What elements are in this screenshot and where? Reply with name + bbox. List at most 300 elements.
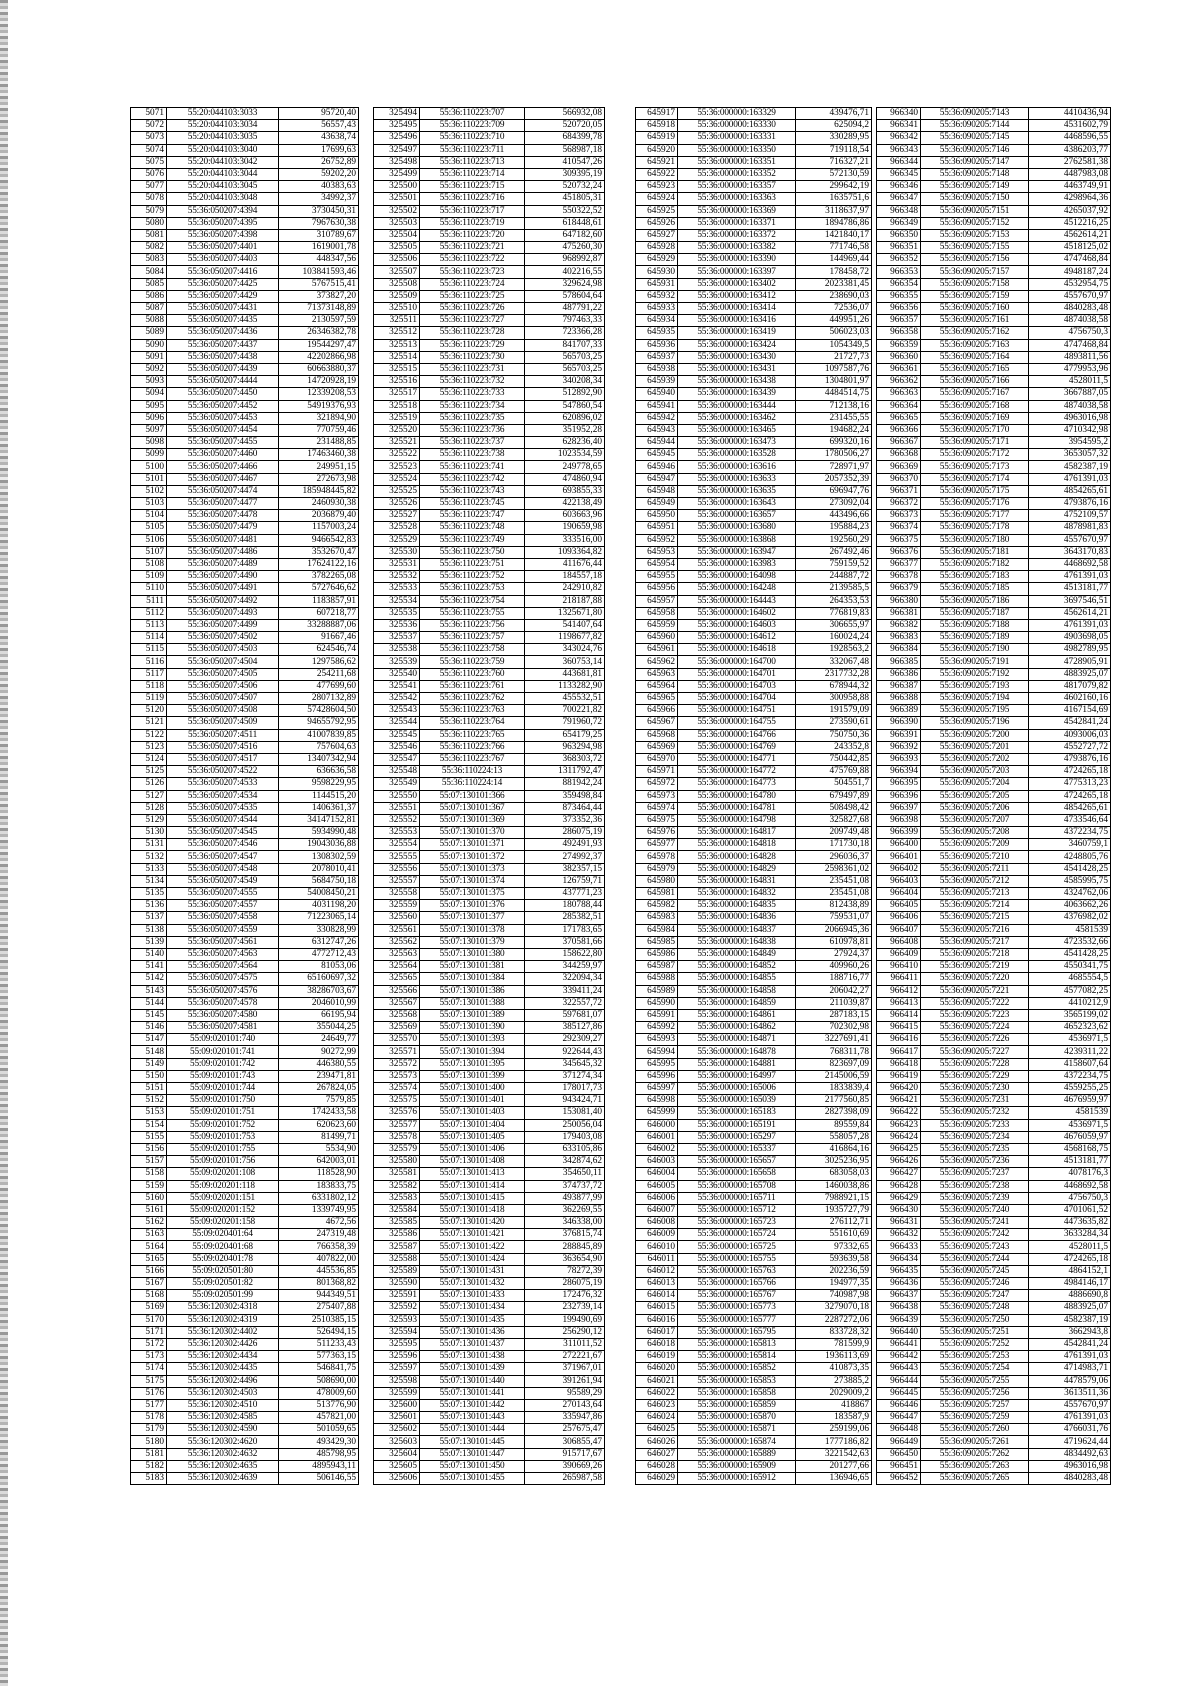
row-number: 966439 bbox=[877, 1314, 921, 1326]
row-number: 5096 bbox=[131, 412, 167, 424]
row-number: 325565 bbox=[374, 973, 420, 985]
value-cell: 180788,44 bbox=[525, 900, 605, 912]
row-number: 325596 bbox=[374, 1351, 420, 1363]
value-cell: 322557,72 bbox=[525, 997, 605, 1009]
row-number: 5103 bbox=[131, 498, 167, 510]
cadastral-number: 55:36:000000:164862 bbox=[678, 1022, 796, 1034]
row-number: 325531 bbox=[374, 558, 420, 570]
cadastral-number: 55:07:130101:377 bbox=[420, 912, 525, 924]
row-number: 646000 bbox=[636, 1119, 678, 1131]
value-cell: 679497,89 bbox=[796, 790, 872, 802]
table-row bbox=[636, 1375, 872, 1387]
cadastral-number: 55:36:090205:7152 bbox=[921, 217, 1029, 229]
table-row bbox=[374, 1448, 605, 1460]
row-number: 325569 bbox=[374, 1022, 420, 1034]
row-number: 966420 bbox=[877, 1083, 921, 1095]
value-cell: 4582387,19 bbox=[1029, 461, 1111, 473]
table-row bbox=[374, 437, 605, 449]
table-row bbox=[131, 680, 359, 692]
row-number: 325573 bbox=[374, 1070, 420, 1082]
row-number: 645999 bbox=[636, 1107, 678, 1119]
row-number: 645938 bbox=[636, 363, 678, 375]
cadastral-number: 55:07:130101:390 bbox=[420, 1022, 525, 1034]
cadastral-number: 55:09:020101:755 bbox=[167, 1143, 279, 1155]
table-row bbox=[877, 705, 1111, 717]
value-cell: 766358,39 bbox=[279, 1241, 359, 1253]
row-number: 5089 bbox=[131, 327, 167, 339]
cadastral-number: 55:36:000000:163680 bbox=[678, 522, 796, 534]
value-cell: 19544297,47 bbox=[279, 339, 359, 351]
value-cell: 1311792,47 bbox=[525, 766, 605, 778]
table-row bbox=[374, 729, 605, 741]
cadastral-number: 55:36:050207:4493 bbox=[167, 607, 279, 619]
cadastral-number: 55:36:120302:4319 bbox=[167, 1314, 279, 1326]
table-row bbox=[131, 875, 359, 887]
table-row bbox=[877, 827, 1111, 839]
value-cell: 620623,60 bbox=[279, 1119, 359, 1131]
row-number: 646002 bbox=[636, 1143, 678, 1155]
row-number: 5156 bbox=[131, 1143, 167, 1155]
cadastral-number: 55:36:090205:7213 bbox=[921, 888, 1029, 900]
cadastral-number: 55:36:090205:7192 bbox=[921, 668, 1029, 680]
cadastral-number: 55:36:090205:7169 bbox=[921, 412, 1029, 424]
cadastral-number: 55:36:050207:4522 bbox=[167, 766, 279, 778]
table-row bbox=[636, 656, 872, 668]
row-number: 645917 bbox=[636, 108, 678, 120]
value-cell: 81053,06 bbox=[279, 961, 359, 973]
value-cell: 3667887,05 bbox=[1029, 388, 1111, 400]
value-cell: 256290,12 bbox=[525, 1326, 605, 1338]
row-number: 5181 bbox=[131, 1448, 167, 1460]
table-row bbox=[636, 156, 872, 168]
table-row bbox=[636, 132, 872, 144]
table-row bbox=[636, 1278, 872, 1290]
value-cell: 759159,52 bbox=[796, 558, 872, 570]
value-cell: 4878981,83 bbox=[1029, 522, 1111, 534]
value-cell: 325827,68 bbox=[796, 814, 872, 826]
row-number: 5079 bbox=[131, 205, 167, 217]
value-cell: 9466542,83 bbox=[279, 534, 359, 546]
cadastral-number: 55:36:050207:4489 bbox=[167, 558, 279, 570]
row-number: 645927 bbox=[636, 229, 678, 241]
cadastral-number: 55:36:110223:728 bbox=[420, 327, 525, 339]
cadastral-number: 55:07:130101:436 bbox=[420, 1326, 525, 1338]
table-row bbox=[877, 997, 1111, 1009]
cadastral-number: 55:36:000000:164603 bbox=[678, 619, 796, 631]
row-number: 966433 bbox=[877, 1241, 921, 1253]
row-number: 325504 bbox=[374, 229, 420, 241]
value-cell: 4701061,52 bbox=[1029, 1204, 1111, 1216]
cadastral-number: 55:36:090205:7265 bbox=[921, 1473, 1029, 1485]
row-number: 325549 bbox=[374, 778, 420, 790]
cadastral-number: 55:36:050207:4435 bbox=[167, 315, 279, 327]
row-number: 645941 bbox=[636, 400, 678, 412]
value-cell: 603663,96 bbox=[525, 510, 605, 522]
table-row bbox=[636, 1253, 872, 1265]
cadastral-number: 55:20:044103:3033 bbox=[167, 108, 279, 120]
row-number: 966440 bbox=[877, 1326, 921, 1338]
value-cell: 712138,16 bbox=[796, 400, 872, 412]
table-row bbox=[131, 376, 359, 388]
table-row bbox=[636, 437, 872, 449]
value-cell: 4531602,79 bbox=[1029, 120, 1111, 132]
cadastral-number: 55:36:000000:164766 bbox=[678, 729, 796, 741]
row-number: 966400 bbox=[877, 839, 921, 851]
table-row bbox=[131, 961, 359, 973]
row-number: 645963 bbox=[636, 668, 678, 680]
cadastral-number: 55:09:020501:82 bbox=[167, 1278, 279, 1290]
cadastral-number: 55:36:090205:7177 bbox=[921, 510, 1029, 522]
table-row bbox=[131, 1034, 359, 1046]
row-number: 325508 bbox=[374, 278, 420, 290]
cadastral-number: 55:36:090205:7211 bbox=[921, 863, 1029, 875]
cadastral-number: 55:36:090205:7217 bbox=[921, 936, 1029, 948]
value-cell: 238690,03 bbox=[796, 290, 872, 302]
value-cell: 373827,20 bbox=[279, 290, 359, 302]
table-row bbox=[636, 229, 872, 241]
table-row bbox=[131, 546, 359, 558]
table-row bbox=[877, 181, 1111, 193]
table-row bbox=[374, 351, 605, 363]
cadastral-number: 55:36:000000:164818 bbox=[678, 839, 796, 851]
table-row bbox=[877, 1083, 1111, 1095]
row-number: 966373 bbox=[877, 510, 921, 522]
cadastral-number: 55:09:020101:744 bbox=[167, 1083, 279, 1095]
table-row bbox=[374, 1351, 605, 1363]
cadastral-number: 55:36:000000:165813 bbox=[678, 1338, 796, 1350]
value-cell: 770759,46 bbox=[279, 424, 359, 436]
value-cell: 43638,74 bbox=[279, 132, 359, 144]
table-row bbox=[877, 961, 1111, 973]
cadastral-number: 55:07:130101:406 bbox=[420, 1143, 525, 1155]
cadastral-number: 55:36:110223:757 bbox=[420, 632, 525, 644]
row-number: 966414 bbox=[877, 1009, 921, 1021]
value-cell: 407822,00 bbox=[279, 1253, 359, 1265]
value-cell: 272673,98 bbox=[279, 473, 359, 485]
table-row bbox=[374, 242, 605, 254]
table-row bbox=[131, 1399, 359, 1411]
row-number: 5145 bbox=[131, 1009, 167, 1021]
row-number: 966346 bbox=[877, 181, 921, 193]
row-number: 325590 bbox=[374, 1278, 420, 1290]
table-row bbox=[636, 1363, 872, 1375]
row-number: 5139 bbox=[131, 936, 167, 948]
value-cell: 345645,32 bbox=[525, 1058, 605, 1070]
row-number: 645934 bbox=[636, 315, 678, 327]
table-row bbox=[131, 485, 359, 497]
row-number: 325497 bbox=[374, 144, 420, 156]
value-cell: 1421840,17 bbox=[796, 229, 872, 241]
cadastral-number: 55:36:090205:7207 bbox=[921, 814, 1029, 826]
cadastral-number: 55:09:020101:753 bbox=[167, 1131, 279, 1143]
value-cell: 4528011,5 bbox=[1029, 376, 1111, 388]
value-cell: 4536971,5 bbox=[1029, 1119, 1111, 1131]
table-row bbox=[131, 144, 359, 156]
cadastral-number: 55:07:130101:432 bbox=[420, 1278, 525, 1290]
value-cell: 160024,24 bbox=[796, 632, 872, 644]
value-cell: 206042,27 bbox=[796, 985, 872, 997]
table-row bbox=[374, 473, 605, 485]
cadastral-number: 55:07:130101:399 bbox=[420, 1070, 525, 1082]
table-row bbox=[374, 1217, 605, 1229]
row-number: 5099 bbox=[131, 449, 167, 461]
row-number: 5107 bbox=[131, 546, 167, 558]
row-number: 5141 bbox=[131, 961, 167, 973]
table-row bbox=[636, 473, 872, 485]
cadastral-number: 55:36:120302:4435 bbox=[167, 1363, 279, 1375]
table-row bbox=[636, 607, 872, 619]
row-number: 966445 bbox=[877, 1387, 921, 1399]
row-number: 325561 bbox=[374, 924, 420, 936]
cadastral-number: 55:36:120302:4496 bbox=[167, 1375, 279, 1387]
value-cell: 1133282,90 bbox=[525, 680, 605, 692]
table-row bbox=[374, 1412, 605, 1424]
value-cell: 968992,87 bbox=[525, 254, 605, 266]
value-cell: 54919376,93 bbox=[279, 400, 359, 412]
row-number: 966426 bbox=[877, 1156, 921, 1168]
value-cell: 250056,04 bbox=[525, 1119, 605, 1131]
value-cell: 678944,32 bbox=[796, 680, 872, 692]
value-cell: 136946,65 bbox=[796, 1473, 872, 1485]
table-row bbox=[131, 156, 359, 168]
row-number: 5128 bbox=[131, 802, 167, 814]
value-cell: 342874,62 bbox=[525, 1156, 605, 1168]
cadastral-number: 55:36:110223:764 bbox=[420, 717, 525, 729]
value-cell: 3633284,34 bbox=[1029, 1229, 1111, 1241]
cadastral-number: 55:36:090205:7150 bbox=[921, 193, 1029, 205]
cadastral-number: 55:36:110223:760 bbox=[420, 668, 525, 680]
row-number: 966407 bbox=[877, 924, 921, 936]
cadastral-number: 55:36:090205:7194 bbox=[921, 693, 1029, 705]
row-number: 966421 bbox=[877, 1095, 921, 1107]
row-number: 325581 bbox=[374, 1168, 420, 1180]
row-number: 966345 bbox=[877, 168, 921, 180]
row-number: 5127 bbox=[131, 790, 167, 802]
table-row bbox=[131, 595, 359, 607]
row-number: 966363 bbox=[877, 388, 921, 400]
cadastral-number: 55:07:130101:395 bbox=[420, 1058, 525, 1070]
value-cell: 915717,67 bbox=[525, 1448, 605, 1460]
value-cell: 5767515,41 bbox=[279, 278, 359, 290]
table-row bbox=[636, 693, 872, 705]
table-row bbox=[636, 510, 872, 522]
value-cell: 2130597,59 bbox=[279, 315, 359, 327]
cadastral-number: 55:36:000000:165755 bbox=[678, 1253, 796, 1265]
row-number: 5076 bbox=[131, 168, 167, 180]
table-row bbox=[636, 400, 872, 412]
cadastral-number: 55:36:120302:4585 bbox=[167, 1412, 279, 1424]
table-row bbox=[131, 388, 359, 400]
cadastral-number: 55:09:020201:152 bbox=[167, 1204, 279, 1216]
cadastral-number: 55:36:090205:7156 bbox=[921, 254, 1029, 266]
value-cell: 4724265,18 bbox=[1029, 790, 1111, 802]
row-number: 5115 bbox=[131, 644, 167, 656]
row-number: 645944 bbox=[636, 437, 678, 449]
cadastral-number: 55:36:000000:163616 bbox=[678, 461, 796, 473]
cadastral-number: 55:36:110223:752 bbox=[420, 571, 525, 583]
table-row bbox=[636, 668, 872, 680]
cadastral-number: 55:36:110223:709 bbox=[420, 120, 525, 132]
table-row bbox=[636, 1131, 872, 1143]
row-number: 5105 bbox=[131, 522, 167, 534]
table-row bbox=[877, 1022, 1111, 1034]
value-cell: 4672,56 bbox=[279, 1217, 359, 1229]
value-cell: 97332,65 bbox=[796, 1241, 872, 1253]
row-number: 5174 bbox=[131, 1363, 167, 1375]
table-row bbox=[374, 888, 605, 900]
value-cell: 1780506,27 bbox=[796, 449, 872, 461]
row-number: 645997 bbox=[636, 1083, 678, 1095]
cadastral-number: 55:07:130101:433 bbox=[420, 1290, 525, 1302]
table-row bbox=[131, 132, 359, 144]
table-row bbox=[636, 290, 872, 302]
cadastral-number: 55:36:110223:741 bbox=[420, 461, 525, 473]
row-number: 966372 bbox=[877, 498, 921, 510]
table-row bbox=[131, 1326, 359, 1338]
value-cell: 264353,53 bbox=[796, 595, 872, 607]
cadastral-number: 55:36:110223:745 bbox=[420, 498, 525, 510]
value-cell: 118528,90 bbox=[279, 1168, 359, 1180]
table-row bbox=[877, 1460, 1111, 1472]
cadastral-number: 55:36:050207:4466 bbox=[167, 461, 279, 473]
value-cell: 4893811,56 bbox=[1029, 351, 1111, 363]
value-cell: 4676059,97 bbox=[1029, 1131, 1111, 1143]
table-row bbox=[131, 619, 359, 631]
cadastral-number: 55:36:000000:163657 bbox=[678, 510, 796, 522]
cadastral-number: 55:36:050207:4546 bbox=[167, 839, 279, 851]
value-cell: 493877,99 bbox=[525, 1192, 605, 1204]
row-number: 966387 bbox=[877, 680, 921, 692]
row-number: 646014 bbox=[636, 1290, 678, 1302]
row-number: 645993 bbox=[636, 1034, 678, 1046]
table-row bbox=[877, 1034, 1111, 1046]
cadastral-number: 55:36:090205:7164 bbox=[921, 351, 1029, 363]
value-cell: 4063662,26 bbox=[1029, 900, 1111, 912]
row-number: 325537 bbox=[374, 632, 420, 644]
cadastral-number: 55:36:000000:165777 bbox=[678, 1314, 796, 1326]
value-cell: 1023534,59 bbox=[525, 449, 605, 461]
row-number: 325584 bbox=[374, 1204, 420, 1216]
table-row bbox=[131, 729, 359, 741]
row-number: 5170 bbox=[131, 1314, 167, 1326]
value-cell: 4581539 bbox=[1029, 1107, 1111, 1119]
table-row bbox=[374, 1314, 605, 1326]
value-cell: 3662943,8 bbox=[1029, 1326, 1111, 1338]
value-cell: 218187,88 bbox=[525, 595, 605, 607]
cadastral-number: 55:36:090205:7160 bbox=[921, 303, 1029, 315]
table-row bbox=[374, 1399, 605, 1411]
cadastral-number: 55:36:000000:163329 bbox=[678, 108, 796, 120]
value-cell: 455532,51 bbox=[525, 693, 605, 705]
table-row bbox=[374, 827, 605, 839]
value-cell: 437771,23 bbox=[525, 888, 605, 900]
cadastral-number: 55:07:130101:434 bbox=[420, 1302, 525, 1314]
value-cell: 506146,55 bbox=[279, 1473, 359, 1485]
table-row bbox=[877, 680, 1111, 692]
row-number: 5083 bbox=[131, 254, 167, 266]
cadastral-number: 55:07:130101:381 bbox=[420, 961, 525, 973]
value-cell: 768311,78 bbox=[796, 1046, 872, 1058]
table-row bbox=[131, 1083, 359, 1095]
table-row bbox=[636, 193, 872, 205]
row-number: 5086 bbox=[131, 290, 167, 302]
row-number: 645966 bbox=[636, 705, 678, 717]
cadastral-number: 55:36:000000:165712 bbox=[678, 1204, 796, 1216]
value-cell: 19043036,88 bbox=[279, 839, 359, 851]
cadastral-number: 55:36:090205:7212 bbox=[921, 875, 1029, 887]
cadastral-number: 55:36:000000:164701 bbox=[678, 668, 796, 680]
table-row bbox=[636, 1156, 872, 1168]
row-number: 966430 bbox=[877, 1204, 921, 1216]
row-number: 325522 bbox=[374, 449, 420, 461]
value-cell: 702302,98 bbox=[796, 1022, 872, 1034]
row-number: 645957 bbox=[636, 595, 678, 607]
cadastral-number: 55:07:130101:420 bbox=[420, 1217, 525, 1229]
row-number: 645954 bbox=[636, 558, 678, 570]
value-cell: 382357,15 bbox=[525, 863, 605, 875]
cadastral-number: 55:36:090205:7203 bbox=[921, 766, 1029, 778]
value-cell: 71373148,89 bbox=[279, 303, 359, 315]
table-row bbox=[374, 705, 605, 717]
cadastral-number: 55:36:090205:7259 bbox=[921, 1412, 1029, 1424]
cadastral-number: 55:36:000000:165870 bbox=[678, 1412, 796, 1424]
cadastral-number: 55:36:090205:7209 bbox=[921, 839, 1029, 851]
table-row bbox=[374, 144, 605, 156]
table-row bbox=[636, 1387, 872, 1399]
row-number: 5143 bbox=[131, 985, 167, 997]
row-number: 325543 bbox=[374, 705, 420, 717]
table-row bbox=[374, 607, 605, 619]
cadastral-number: 55:36:110223:753 bbox=[420, 583, 525, 595]
table-row bbox=[374, 1083, 605, 1095]
row-number: 325585 bbox=[374, 1217, 420, 1229]
value-cell: 171783,65 bbox=[525, 924, 605, 936]
row-number: 325518 bbox=[374, 400, 420, 412]
table-row bbox=[877, 108, 1111, 120]
value-cell: 823697,09 bbox=[796, 1058, 872, 1070]
parcel-table-2 bbox=[373, 107, 605, 1485]
value-cell: 194977,35 bbox=[796, 1278, 872, 1290]
value-cell: 103841593,46 bbox=[279, 266, 359, 278]
row-number: 645952 bbox=[636, 534, 678, 546]
cadastral-number: 55:36:050207:4564 bbox=[167, 961, 279, 973]
value-cell: 4078176,3 bbox=[1029, 1168, 1111, 1180]
row-number: 5158 bbox=[131, 1168, 167, 1180]
value-cell: 943424,71 bbox=[525, 1095, 605, 1107]
row-number: 5135 bbox=[131, 888, 167, 900]
value-cell: 66195,94 bbox=[279, 1009, 359, 1021]
cadastral-number: 55:36:050207:4479 bbox=[167, 522, 279, 534]
row-number: 325506 bbox=[374, 254, 420, 266]
value-cell: 4550341,75 bbox=[1029, 961, 1111, 973]
row-number: 325562 bbox=[374, 936, 420, 948]
value-cell: 4883925,07 bbox=[1029, 1302, 1111, 1314]
value-cell: 833728,32 bbox=[796, 1326, 872, 1338]
table-row bbox=[636, 644, 872, 656]
table-row bbox=[877, 912, 1111, 924]
value-cell: 211039,87 bbox=[796, 997, 872, 1009]
table-row bbox=[131, 827, 359, 839]
table-row bbox=[374, 1473, 605, 1485]
table-row bbox=[374, 120, 605, 132]
row-number: 646005 bbox=[636, 1180, 678, 1192]
table-row bbox=[131, 607, 359, 619]
value-cell: 3118637,97 bbox=[796, 205, 872, 217]
table-row bbox=[131, 1363, 359, 1375]
cadastral-number: 55:07:130101:388 bbox=[420, 997, 525, 1009]
cadastral-number: 55:07:130101:379 bbox=[420, 936, 525, 948]
row-number: 966375 bbox=[877, 534, 921, 546]
